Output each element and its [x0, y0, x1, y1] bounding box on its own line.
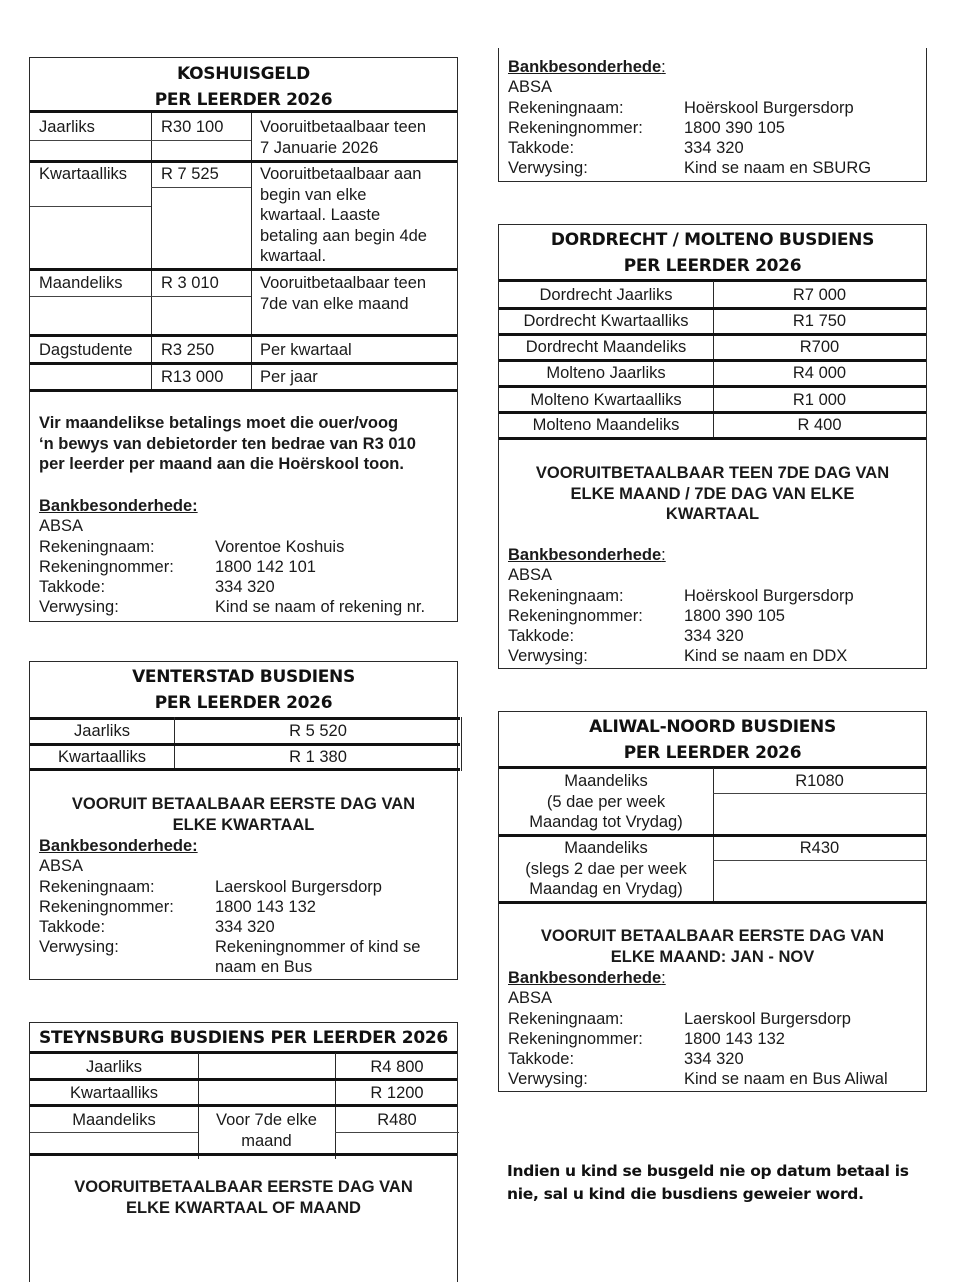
late-payment-warning — [507, 1160, 937, 1206]
reference: Kind se naam of rekening nr. — [215, 598, 426, 616]
payment-line: KWARTAAL — [665, 505, 760, 523]
aliwal-title — [499, 712, 926, 767]
bank-heading — [508, 57, 666, 78]
row-note: Per kwartaal — [260, 341, 352, 359]
row-amount: R 5 520 — [289, 722, 347, 740]
field-label: Verwysing: — [508, 1070, 588, 1088]
title-line: PER LEERDER 2026 — [154, 90, 333, 110]
row-label: Dordrecht Kwartaalliks — [523, 312, 689, 330]
warning-line: nie, sal u kind die busdiens geweier word. — [507, 1185, 864, 1203]
koshuisgeld-section — [29, 57, 458, 622]
payment-line: ELKE KWARTAAL OF MAAND — [126, 1198, 361, 1217]
reference: Rekeningnommer of kind se — [215, 938, 421, 956]
account-number: 1800 390 105 — [684, 119, 785, 137]
aliwal-noord-section — [498, 711, 927, 1092]
payment-terms — [499, 926, 926, 967]
reference: Kind se naam en Bus Aliwal — [684, 1070, 888, 1088]
venterstad-section — [29, 661, 458, 980]
row-note — [198, 1110, 335, 1151]
title-line: DORDRECHT / MOLTENO BUSDIENS — [550, 230, 875, 250]
payment-line: VOORUITBETAALBAAR EERSTE DAG VAN — [74, 1178, 413, 1196]
label-line: Maandeliks — [564, 839, 648, 857]
title-line: KOSHUISGELD — [177, 64, 310, 84]
row-amount: R13 000 — [161, 368, 224, 386]
bank-heading-text: Bankbesonderhede — [508, 969, 662, 987]
debit-order-notice — [39, 413, 454, 475]
note-line: kwartaal. — [260, 247, 327, 265]
title-line: PER LEERDER 2026 — [623, 256, 802, 276]
note-line: 7 Januarie 2026 — [260, 138, 379, 157]
payment-terms — [30, 794, 457, 835]
bank-name: ABSA — [508, 566, 553, 584]
bank-details — [39, 836, 454, 979]
field-label: Takkode: — [39, 578, 106, 596]
payment-terms — [499, 463, 926, 525]
row-amount: R7 000 — [792, 286, 847, 304]
row-amount: R 7 525 — [161, 165, 219, 183]
row-label: Dagstudente — [39, 341, 133, 359]
label-line: Maandag en Vrydag) — [529, 880, 683, 898]
branch-code: 334 320 — [684, 139, 744, 157]
note-line: Voor 7de elke — [216, 1111, 317, 1129]
bank-details — [508, 968, 923, 1092]
warning-line: Indien u kind se busgeld nie op datum betaal is — [507, 1162, 909, 1180]
field-label: Rekeningnaam: — [508, 587, 624, 605]
field-label: Verwysing: — [508, 159, 588, 177]
row-label: Dordrecht Maandeliks — [525, 338, 687, 356]
bank-heading: Bankbesonderhede: — [39, 837, 198, 855]
field-label: Verwysing: — [508, 647, 588, 665]
row-amount: R430 — [799, 839, 840, 857]
title-line: ALIWAL-NOORD BUSDIENS — [589, 717, 836, 737]
row-label: Maandeliks — [39, 274, 123, 292]
title-line: PER LEERDER 2026 — [623, 743, 802, 763]
row-amount: R3 250 — [161, 341, 215, 359]
note-line: 7de van elke maand — [260, 294, 409, 313]
heading-colon: : — [661, 546, 666, 564]
bank-details — [39, 496, 454, 621]
row-note — [260, 273, 426, 314]
row-amount: R1 750 — [792, 312, 847, 330]
note-line: Vooruitbetaalbaar teen — [260, 118, 427, 136]
row-label: Molteno Jaarliks — [546, 364, 666, 382]
account-number: 1800 142 101 — [215, 558, 316, 576]
field-label: Rekeningnaam: — [508, 99, 624, 117]
row-amount: R700 — [799, 338, 840, 356]
row-amount: R 400 — [797, 416, 842, 434]
field-label: Rekeningnommer: — [508, 119, 643, 137]
note-line: maand — [241, 1131, 292, 1150]
account-name: Laerskool Burgersdorp — [684, 1010, 851, 1028]
heading-colon: : — [661, 969, 666, 987]
bank-heading: Bankbesonderhede: — [39, 497, 198, 515]
field-label: Takkode: — [39, 918, 106, 936]
row-amount: R4 000 — [792, 364, 847, 382]
row-amount: R4 800 — [370, 1058, 424, 1076]
row-label: Jaarliks — [74, 722, 130, 740]
label-line: Maandag tot Vrydag) — [529, 813, 683, 831]
field-label: Rekeningnommer: — [508, 1030, 643, 1048]
koshuisgeld-title — [30, 58, 457, 113]
note-line: Vooruitbetaalbaar aan — [260, 165, 422, 183]
dordrecht-molteno-section — [498, 224, 927, 669]
note-line: begin van elke — [260, 185, 367, 204]
account-name: Laerskool Burgersdorp — [215, 878, 382, 896]
payment-line: VOORUIT BETAALBAAR EERSTE DAG VAN — [71, 795, 416, 813]
row-amount: R 1200 — [370, 1084, 424, 1102]
row-label: Jaarliks — [86, 1058, 142, 1076]
row-label: Kwartaalliks — [39, 165, 128, 183]
field-label: Takkode: — [508, 627, 575, 645]
row-amount: R 3 010 — [161, 274, 219, 292]
steynsburg-section — [29, 1022, 458, 1282]
row-label: Maandeliks — [72, 1111, 156, 1129]
bank-name: ABSA — [508, 78, 553, 96]
payment-line: ELKE MAAND / 7DE DAG VAN ELKE — [570, 484, 855, 503]
branch-code: 334 320 — [684, 1050, 744, 1068]
row-amount: R30 100 — [161, 118, 224, 136]
row-label: Dordrecht Jaarliks — [539, 286, 673, 304]
label-line: Maandeliks — [564, 772, 648, 790]
bank-name: ABSA — [39, 517, 84, 535]
row-label — [499, 771, 713, 833]
payment-line: VOORUIT BETAALBAAR EERSTE DAG VAN — [540, 927, 885, 945]
field-label: Takkode: — [508, 1050, 575, 1068]
field-label: Rekeningnaam: — [508, 1010, 624, 1028]
reference: Kind se naam en SBURG — [684, 159, 872, 177]
reference-cont: naam en Bus — [215, 958, 313, 976]
field-label: Rekeningnommer: — [39, 558, 174, 576]
dordrecht-title — [499, 225, 926, 280]
bank-heading-text: Bankbesonderhede — [508, 58, 662, 76]
row-note: Per jaar — [260, 368, 318, 386]
bank-details — [508, 545, 923, 669]
label-line: (slegs 2 dae per week — [525, 859, 687, 878]
account-number: 1800 143 132 — [215, 898, 316, 916]
note-line: Vooruitbetaalbaar teen — [260, 274, 427, 292]
bank-heading — [508, 545, 666, 566]
title-line: VENTERSTAD BUSDIENS — [132, 667, 355, 687]
note-line: betaling aan begin 4de — [260, 226, 427, 245]
branch-code: 334 320 — [215, 578, 275, 596]
title-line: PER LEERDER 2026 — [154, 693, 333, 713]
bank-name: ABSA — [39, 857, 84, 875]
field-label: Rekeningnaam: — [39, 878, 155, 896]
steynsburg-title: STEYNSBURG BUSDIENS PER LEERDER 2026 — [39, 1028, 448, 1048]
row-label: Kwartaalliks — [69, 1084, 159, 1102]
branch-code: 334 320 — [215, 918, 275, 936]
label-line: (5 dae per week — [546, 792, 666, 811]
venterstad-title — [30, 662, 457, 718]
row-label: Jaarliks — [39, 118, 95, 136]
account-name: Hoërskool Burgersdorp — [684, 587, 854, 605]
payment-line: ELKE MAAND: JAN - NOV — [610, 947, 815, 966]
bank-heading-text: Bankbesonderhede — [508, 546, 662, 564]
heading-colon: : — [661, 58, 666, 76]
notice-line: ‘n bewys van debietorder ten bedrae van R3 010 — [39, 434, 416, 453]
payment-line: VOORUITBETAALBAAR TEEN 7DE DAG VAN — [535, 464, 890, 482]
account-number: 1800 143 132 — [684, 1030, 785, 1048]
payment-line: ELKE KWARTAAL — [172, 815, 315, 834]
row-amount: R1080 — [795, 772, 844, 790]
account-name: Vorentoe Koshuis — [215, 538, 345, 556]
branch-code: 334 320 — [684, 627, 744, 645]
field-label: Rekeningnommer: — [508, 607, 643, 625]
row-label: Molteno Kwartaalliks — [530, 391, 682, 409]
notice-line: per leerder per maand aan die Hoërskool toon. — [39, 455, 404, 473]
field-label: Rekeningnaam: — [39, 538, 155, 556]
reference: Kind se naam en DDX — [684, 647, 848, 665]
row-amount: R1 000 — [792, 391, 847, 409]
bank-details — [508, 57, 923, 181]
note-line: kwartaal. Laaste — [260, 206, 381, 224]
row-note — [260, 164, 427, 267]
account-name: Hoërskool Burgersdorp — [684, 99, 854, 117]
bank-heading — [508, 968, 666, 989]
field-label: Verwysing: — [39, 598, 119, 616]
payment-terms — [30, 1177, 457, 1218]
field-label: Rekeningnommer: — [39, 898, 174, 916]
row-note — [260, 117, 426, 158]
account-number: 1800 390 105 — [684, 607, 785, 625]
bank-name: ABSA — [508, 989, 553, 1007]
row-label — [499, 838, 713, 900]
notice-line: Vir maandelikse betalings moet die ouer/voog — [39, 414, 399, 432]
row-amount: R 1 380 — [289, 748, 347, 766]
field-label: Takkode: — [508, 139, 575, 157]
row-label: Molteno Maandeliks — [532, 416, 680, 434]
row-amount: R480 — [377, 1111, 417, 1129]
steynsburg-bank-section — [498, 48, 927, 182]
field-label: Verwysing: — [39, 938, 119, 956]
row-label: Kwartaalliks — [57, 748, 147, 766]
